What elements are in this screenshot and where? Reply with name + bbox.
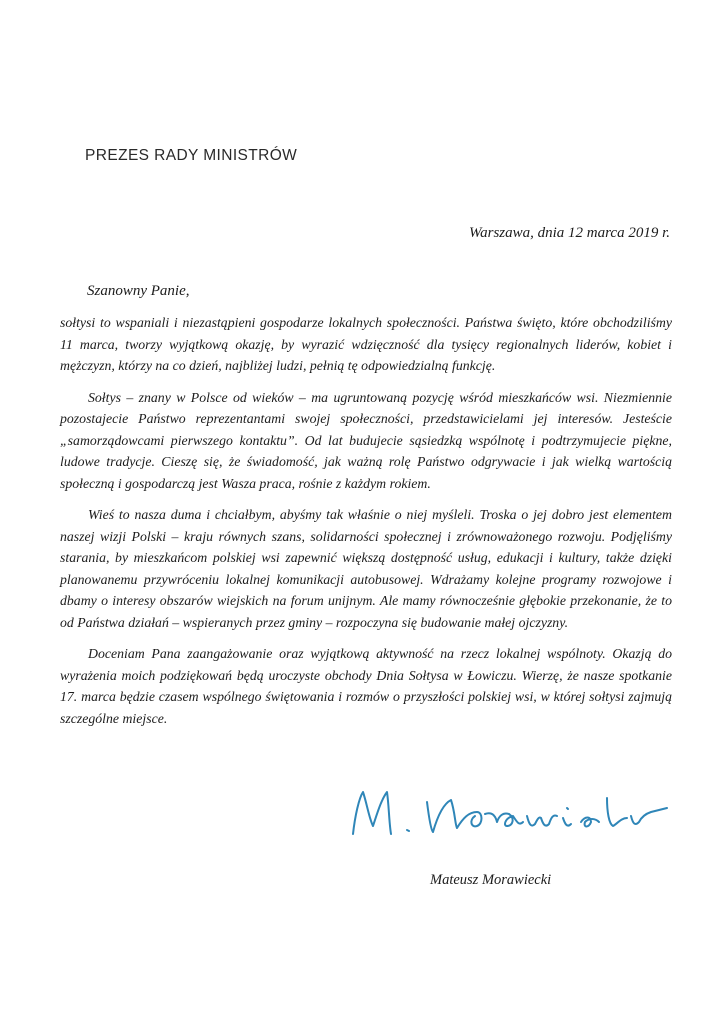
- handwritten-signature: [345, 778, 675, 848]
- letter-date: Warszawa, dnia 12 marca 2019 r.: [469, 225, 670, 241]
- paragraph-4: Doceniam Pana zaangażowanie oraz wyjątkową aktywność na rzecz lokalnej wspólnoty. Okazją do wyrażenia moich podziękowań będą uroczyste obchody Dnia Sołtysa w Łowiczu. Wierzę, że nasze spotkanie 17. marca będzie czasem wspólnego świętowania i rozmów o przyszłości polskiej wsi, w której sołtysi zajmują szczególne miejsce.: [60, 646, 672, 726]
- letterhead: PREZES RADY MINISTRÓW: [85, 147, 298, 164]
- paragraph-2: Sołtys – znany w Polsce od wieków – ma ugruntowaną pozycję wśród mieszkańców wsi. Niezmiennie pozostajecie Państwo reprezentantami swojej społeczności, przedstawicielami jej interesów. Jesteście „samorządowcami pierwszego kontaktu”. Od lat budujecie sąsiedzką wspólnotę i podtrzymujecie piękne, ludowe tradycje. Cieszę się, że świadomość, jak ważną rolę Państwo odgrywacie i jak wielką wartością społeczną i gospodarczą jest Wasza praca, rośnie z każdym rokiem.: [60, 389, 672, 491]
- salutation: Szanowny Panie,: [87, 283, 190, 299]
- letter-body: [60, 312, 672, 739]
- paragraph-3: Wieś to nasza duma i chciałbym, abyśmy tak właśnie o niej myśleli. Troska o jej dobro jest elementem naszej wizji Polski – kraju równych szans, solidarności społecznej i zrównoważonego rozwoju. Podjęliśmy starania, by mieszkańcom polskiej wsi zapewnić większą dostępność usług, edukacji i kultury, także dzięki planowanemu przywróceniu lokalnej komunikacji autobusowej. Wdrażamy kolejne programy rozwojowe i dbamy o interesy obszarów wiejskich na forum unijnym. Ale mamy równocześnie głębokie przekonanie, że to od Państwa działań – wspieranych przez gminy – rozpoczyna się budowanie małej ojczyzny.: [60, 507, 672, 630]
- paragraph-1: sołtysi to wspaniali i niezastąpieni gospodarze lokalnych społeczności. Państwa święto, które obchodziliśmy 11 marca, tworzy wyjątkową okazję, by wyrazić wdzięczność dla tysięcy regionalnych liderów, kobiet i mężczyzn, którzy na co dzień, najbliżej ludzi, pełnią tę odpowiedzialną funkcję.: [60, 315, 672, 373]
- signer-name: Mateusz Morawiecki: [430, 872, 552, 888]
